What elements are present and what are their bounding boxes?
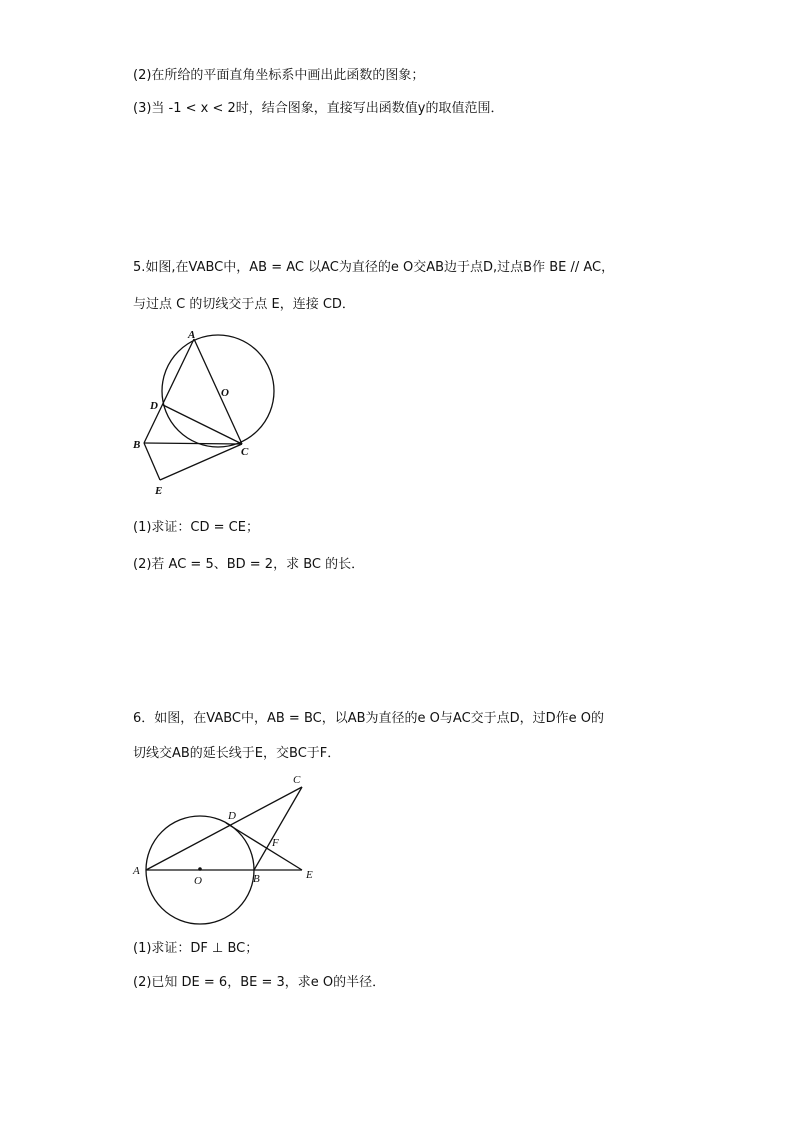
- q6-figure: [125, 770, 325, 930]
- q6-part2: (2)已知 DE = 6，BE = 3，求e O的半径．: [133, 975, 386, 990]
- q6-label-f: F: [272, 837, 279, 849]
- q4-part2: (2)在所给的平面直角坐标系中画出此函数的图象；: [133, 68, 425, 83]
- q6-label-d: D: [228, 810, 236, 822]
- q6-label-b: B: [253, 873, 260, 885]
- q6-label-a: A: [133, 865, 140, 877]
- q6-label-o: O: [194, 875, 202, 887]
- q6-center-dot: [198, 867, 202, 871]
- q6-label-e: E: [306, 869, 313, 881]
- q6-segment-de: [226, 823, 302, 870]
- q6-label-c: C: [293, 774, 301, 786]
- q5-label-d: D: [150, 400, 158, 412]
- q5-segment-be: [144, 443, 160, 480]
- q5-stem-line2: 与过点 C 的切线交于点 E，连接 CD．: [133, 297, 355, 312]
- q6-part1: (1)求证：DF ⊥ BC；: [133, 941, 259, 956]
- q5-segment-ac: [194, 339, 242, 444]
- q5-stem-line1: 5.如图,在VABC中，AB = AC 以AC为直径的e O交AB边于点D,过点B作 BE // AC，: [133, 260, 615, 275]
- q6-stem-line2: 切线交AB的延长线于E，交BC于F．: [133, 746, 341, 761]
- q6-stem-line1: 6．如图，在VABC中，AB = BC，以AB为直径的e O与AC交于点D，过D作e O的: [133, 711, 605, 726]
- q5-label-c: C: [241, 446, 249, 458]
- q5-segment-dc: [163, 405, 242, 444]
- q5-figure: [125, 325, 285, 500]
- q5-label-b: B: [133, 439, 141, 451]
- q5-label-e: E: [155, 485, 163, 497]
- q5-label-a: A: [188, 329, 196, 341]
- q5-part1: (1)求证：CD = CE；: [133, 520, 259, 535]
- q5-label-o: O: [221, 387, 229, 399]
- q5-segment-ce: [160, 444, 242, 480]
- q5-segment-bc: [144, 443, 242, 444]
- q5-segment-ab: [144, 339, 194, 443]
- q5-part2: (2)若 AC = 5、BD = 2，求 BC 的长．: [133, 557, 365, 572]
- q4-part3: (3)当 -1 < x < 2时，结合图象，直接写出函数值y的取值范围．: [133, 101, 504, 116]
